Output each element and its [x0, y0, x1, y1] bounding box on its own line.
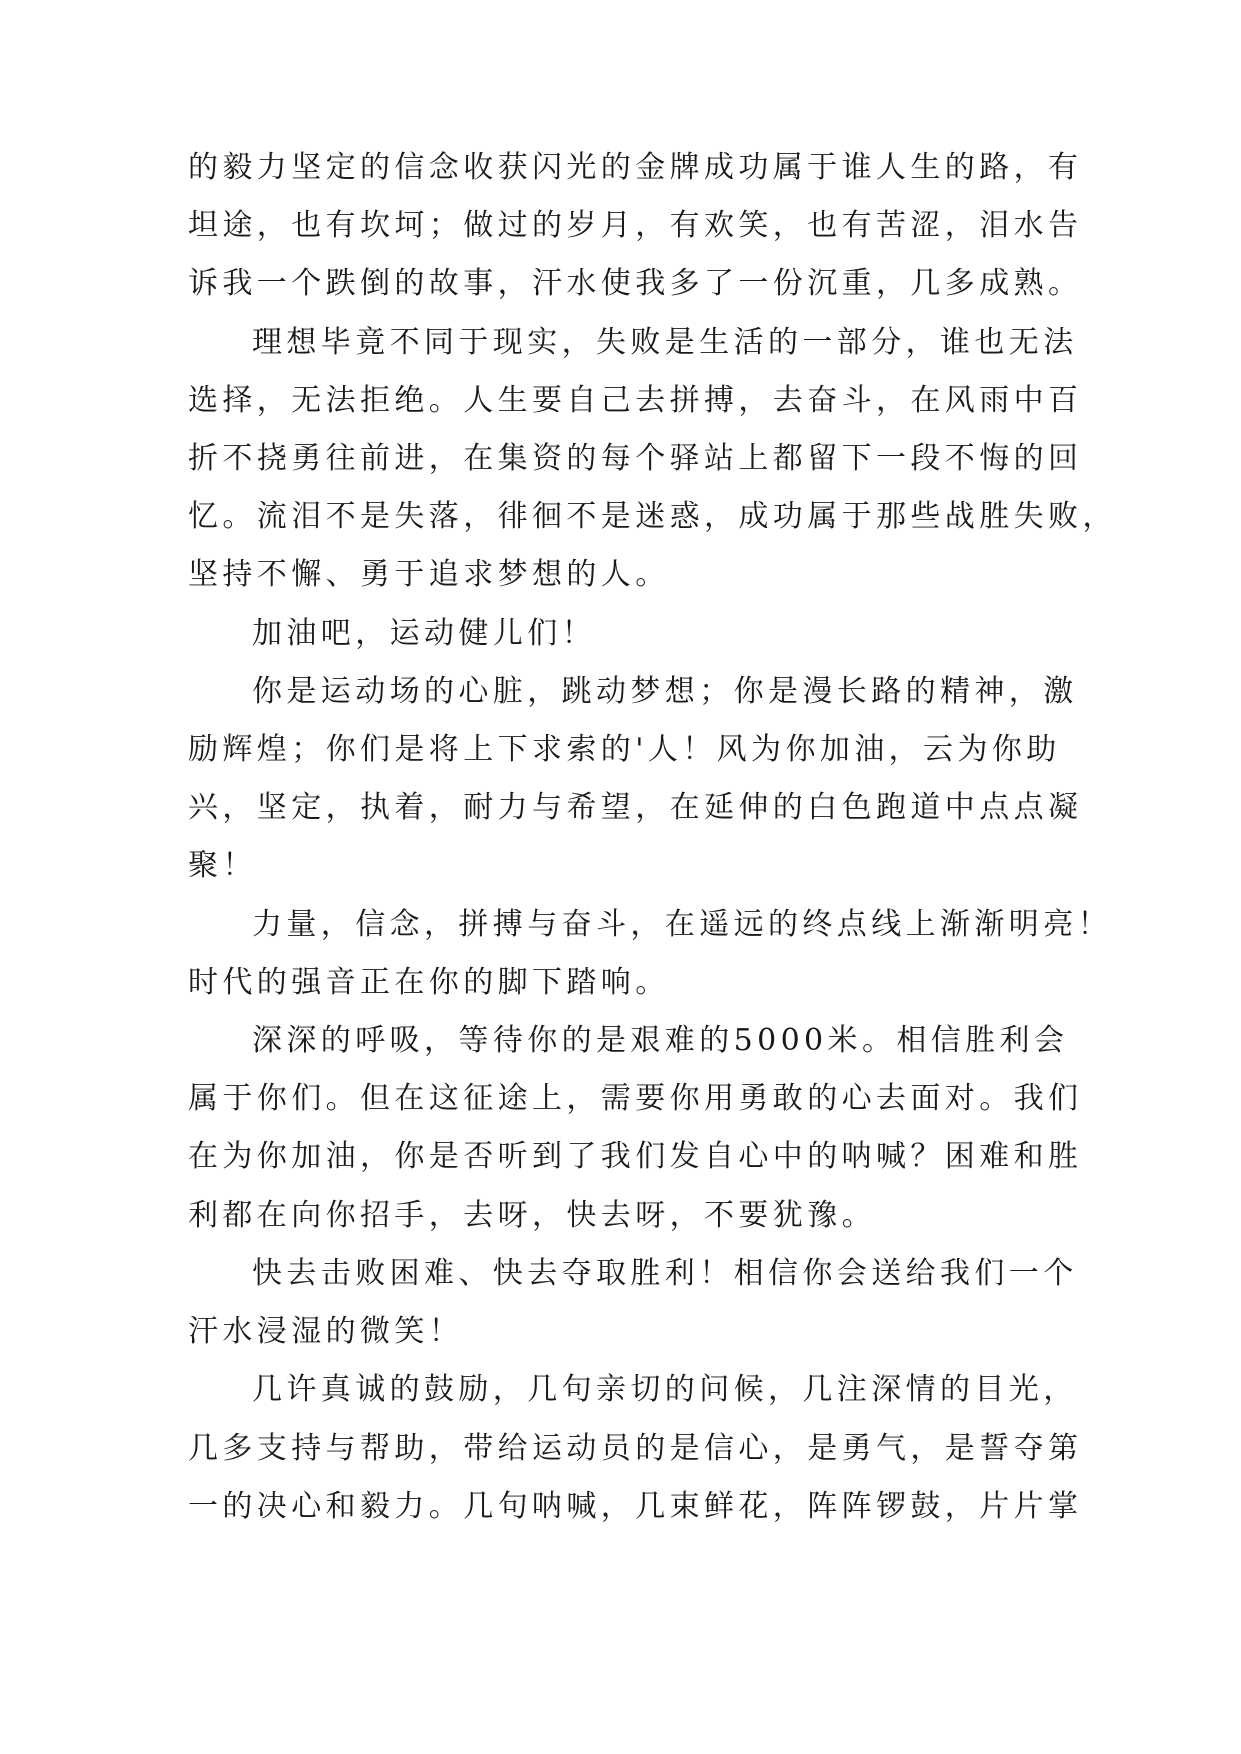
paragraph-start-line: 几许真诚的鼓励，几句亲切的问候，几注深情的目光， — [252, 1372, 1078, 1407]
text-line: 属于你们。但在这征途上，需要你用勇敢的心去面对。我们 — [188, 1081, 1083, 1116]
text-line: 忆。流泪不是失落，徘徊不是迷惑，成功属于那些战胜失败， — [188, 499, 1117, 534]
text-line: 励辉煌；你们是将上下求索的'人！风为你加油，云为你助 — [188, 732, 1061, 767]
text-line: 兴，坚定，执着，耐力与希望，在延伸的白色跑道中点点凝 — [188, 790, 1083, 825]
text-line: 利都在向你招手，去呀，快去呀，不要犹豫。 — [188, 1198, 876, 1233]
text-line: 一的决心和毅力。几句呐喊，几束鲜花，阵阵锣鼓，片片掌 — [188, 1489, 1083, 1524]
paragraph-start-line: 快去击败困难、快去夺取胜利！相信你会送给我们一个 — [252, 1256, 1078, 1291]
text-line: 几多支持与帮助，带给运动员的是信心，是勇气，是誓夺第 — [188, 1431, 1083, 1466]
text-line: 坦途，也有坎坷；做过的岁月，有欢笑，也有苦涩，泪水告 — [188, 208, 1083, 243]
text-line: 的毅力坚定的信念收获闪光的金牌成功属于谁人生的路，有 — [188, 150, 1083, 185]
paragraph-start-line: 你是运动场的心脏，跳动梦想；你是漫长路的精神，激 — [252, 674, 1078, 709]
paragraph-start-line: 力量，信念，拼搏与奋斗，在遥远的终点线上渐渐明亮！ — [252, 907, 1112, 942]
text-line: 坚持不懈、勇于追求梦想的人。 — [188, 557, 670, 592]
text-line: 选择，无法拒绝。人生要自己去拼搏，去奋斗，在风雨中百 — [188, 383, 1083, 418]
paragraph-start-line: 深深的呼吸，等待你的是艰难的5000米。相信胜利会 — [252, 1023, 1069, 1058]
text-line: 汗水浸湿的微笑！ — [188, 1314, 464, 1349]
paragraph-start-line: 理想毕竟不同于现实，失败是生活的一部分，谁也无法 — [252, 325, 1078, 360]
text-line: 时代的强音正在你的脚下踏响。 — [188, 965, 670, 1000]
text-line: 聚！ — [188, 848, 257, 883]
text-line: 诉我一个跌倒的故事，汗水使我多了一份沉重，几多成熟。 — [188, 266, 1083, 301]
text-line: 在为你加油，你是否听到了我们发自心中的呐喊？困难和胜 — [188, 1139, 1083, 1174]
text-line: 折不挠勇往前进，在集资的每个驿站上都留下一段不悔的回 — [188, 441, 1083, 476]
paragraph-start-line: 加油吧，运动健儿们！ — [252, 616, 596, 651]
